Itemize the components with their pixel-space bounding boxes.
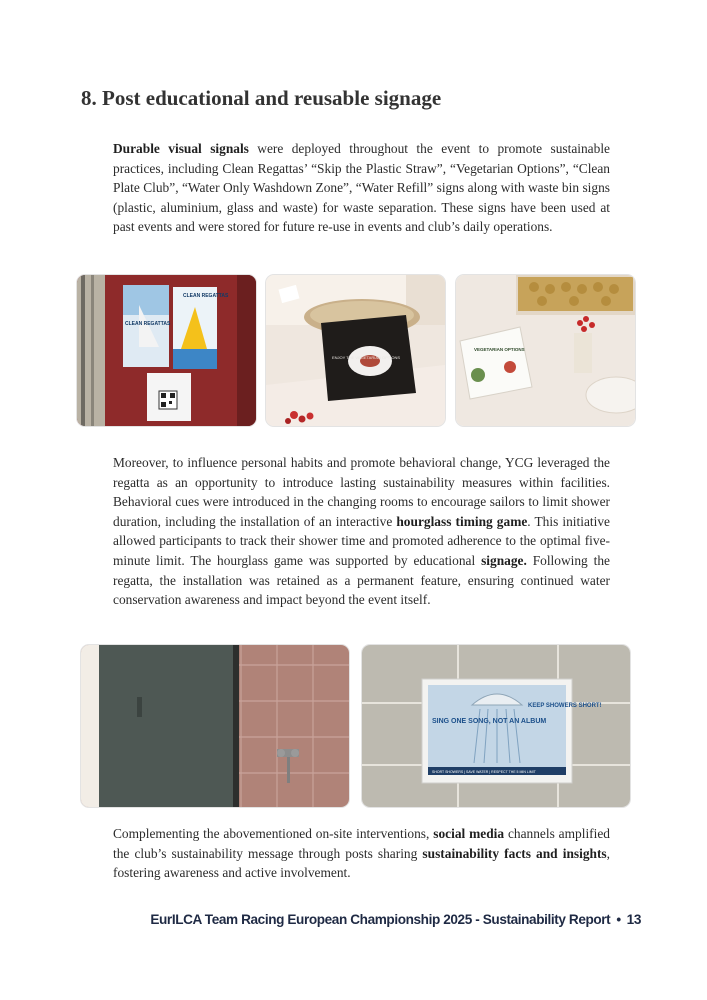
paragraph-text: , fostering awareness and active involvement.: [113, 845, 610, 881]
photo-posters-on-door: [77, 275, 256, 426]
paragraph-behavioral-change: [113, 453, 610, 610]
shower-sign-left: SING ONE SONG, NOT AN ALBUM: [432, 718, 547, 725]
poster2-title: CLEAN REGATTAS: [183, 293, 229, 299]
bold-lead: Durable visual signals: [113, 141, 249, 156]
paragraph-text: channels amplified the club’s sustainability message through posts sharing: [113, 826, 610, 861]
table-sign-text: ENJOY THE VEGETARIAN OPTIONS: [332, 355, 401, 360]
poster1-title: CLEAN REGATTAS: [125, 321, 171, 327]
photo-vegetarian-sign: [456, 275, 635, 426]
page-number: 13: [626, 912, 641, 927]
paragraph-text: Complementing the abovementioned on-site interventions,: [113, 826, 434, 841]
paragraph-text: were deployed throughout the event to promote sustainable practices, including Clean Regattas’ “Skip the Plastic Straw”, “Vegetarian Options”, “Clean Plate Club”, “Water Only Washdown Zone”, “Water Refill” signs along with waste bin signs (plastic, aluminium, glass and waste) for waste separation. These signs have been used at past events and were stored for future re-use in events and club’s daily operations.: [113, 141, 610, 235]
paragraph-text: Moreover, to influence personal habits and promote behavioral change, YCG leveraged the regatta as an opportunity to introduce lasting sustainability measures within facilities. Behavioral cues were introduced in the changing rooms to encourage sailors to limit shower duration, including the installation of an interactive: [113, 455, 610, 529]
paragraph-social-media: [113, 824, 610, 883]
photo-food-table-sign: [266, 275, 445, 426]
bold-social-media: social media: [433, 826, 505, 841]
bold-hourglass: hourglass timing game: [396, 513, 528, 529]
paragraph-text: Following the regatta, the installation was retained as a permanent feature, ensuring continued water conservation awareness and impact beyond the event itself.: [113, 552, 610, 608]
photo-shower-poster: [362, 645, 630, 807]
page-footer: [150, 912, 641, 927]
section-heading: 8. Post educational and reusable signage: [81, 86, 442, 110]
bold-facts-insights: sustainability facts and insights: [422, 845, 607, 861]
footer-separator: •: [616, 912, 621, 927]
shower-sign-right: KEEP SHOWERS SHORT!: [528, 703, 602, 709]
footer-text: EurILCA Team Racing European Championship 2025 - Sustainability Report: [150, 912, 611, 927]
paragraph-signals: [113, 139, 610, 237]
shower-sign-footer: SHORT SHOWERS | SAVE WATER | RESPECT THE 5 MIN LIMIT: [432, 770, 536, 774]
bold-signage: signage.: [481, 552, 527, 568]
photo-shower-room: [81, 645, 349, 807]
paragraph-text: . This initiative allowed participants to track their shower time and promoted adherence to the optimal five-minute limit. The hourglass game was supported by educational: [113, 513, 610, 568]
veg-sign-text: VEGETARIAN OPTIONS: [474, 347, 525, 352]
